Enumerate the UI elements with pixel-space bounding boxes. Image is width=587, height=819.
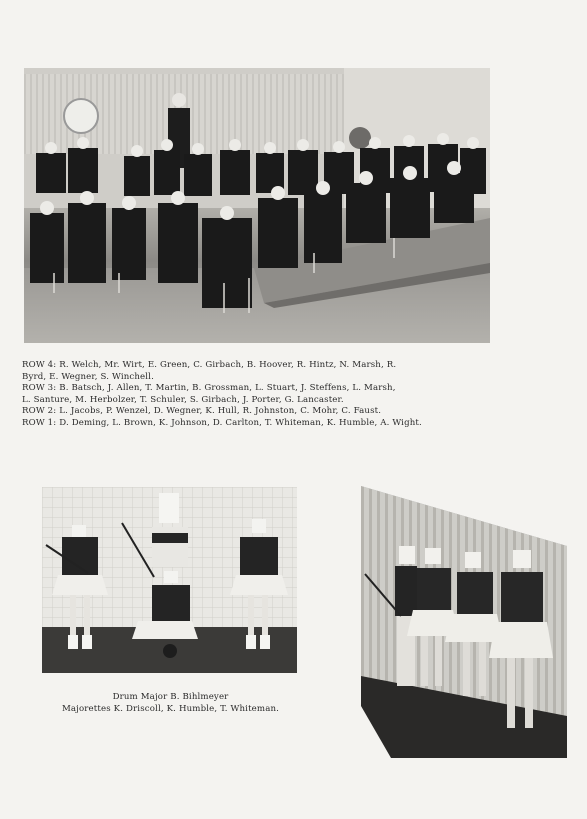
majorettes-group-illustration <box>361 486 567 758</box>
majorettes-caption <box>38 691 303 715</box>
roster-line: ROW 4: R. Welch, Mr. Wirt, E. Green, C. Girbach, B. Hoover, R. Hintz, N. Marsh, R. <box>22 360 397 370</box>
roster-line: ROW 1: D. Deming, L. Brown, K. Johnson, D. Carlton, T. Whiteman, K. Humble, A. Wight. <box>22 417 422 428</box>
band-roster-caption <box>22 360 522 429</box>
roster-line: Byrd, E. Wegner, S. Winchell. <box>22 371 154 382</box>
drum-major-line: Drum Major B. Bihlmeyer <box>112 692 229 702</box>
majorettes-illustration <box>42 487 297 673</box>
band-photo-illustration <box>24 68 490 343</box>
majorettes-line: Majorettes K. Driscoll, K. Humble, T. Whiteman. <box>61 704 280 714</box>
majorettes-group-photo <box>361 486 567 758</box>
band-photo <box>24 68 490 343</box>
roster-line: ROW 3: B. Batsch, J. Allen, T. Martin, B. Grossman, L. Stuart, J. Steffens, L. Marsh, <box>22 383 396 393</box>
drum-major-majorettes-photo <box>42 487 297 673</box>
roster-line: ROW 2: L. Jacobs, P. Wenzel, D. Wegner, K. Hull, R. Johnston, C. Mohr, C. Faust. <box>22 406 382 416</box>
roster-line: L. Santure, M. Herbolzer, T. Schuler, S. Girbach, J. Porter, G. Lancaster. <box>22 394 344 405</box>
